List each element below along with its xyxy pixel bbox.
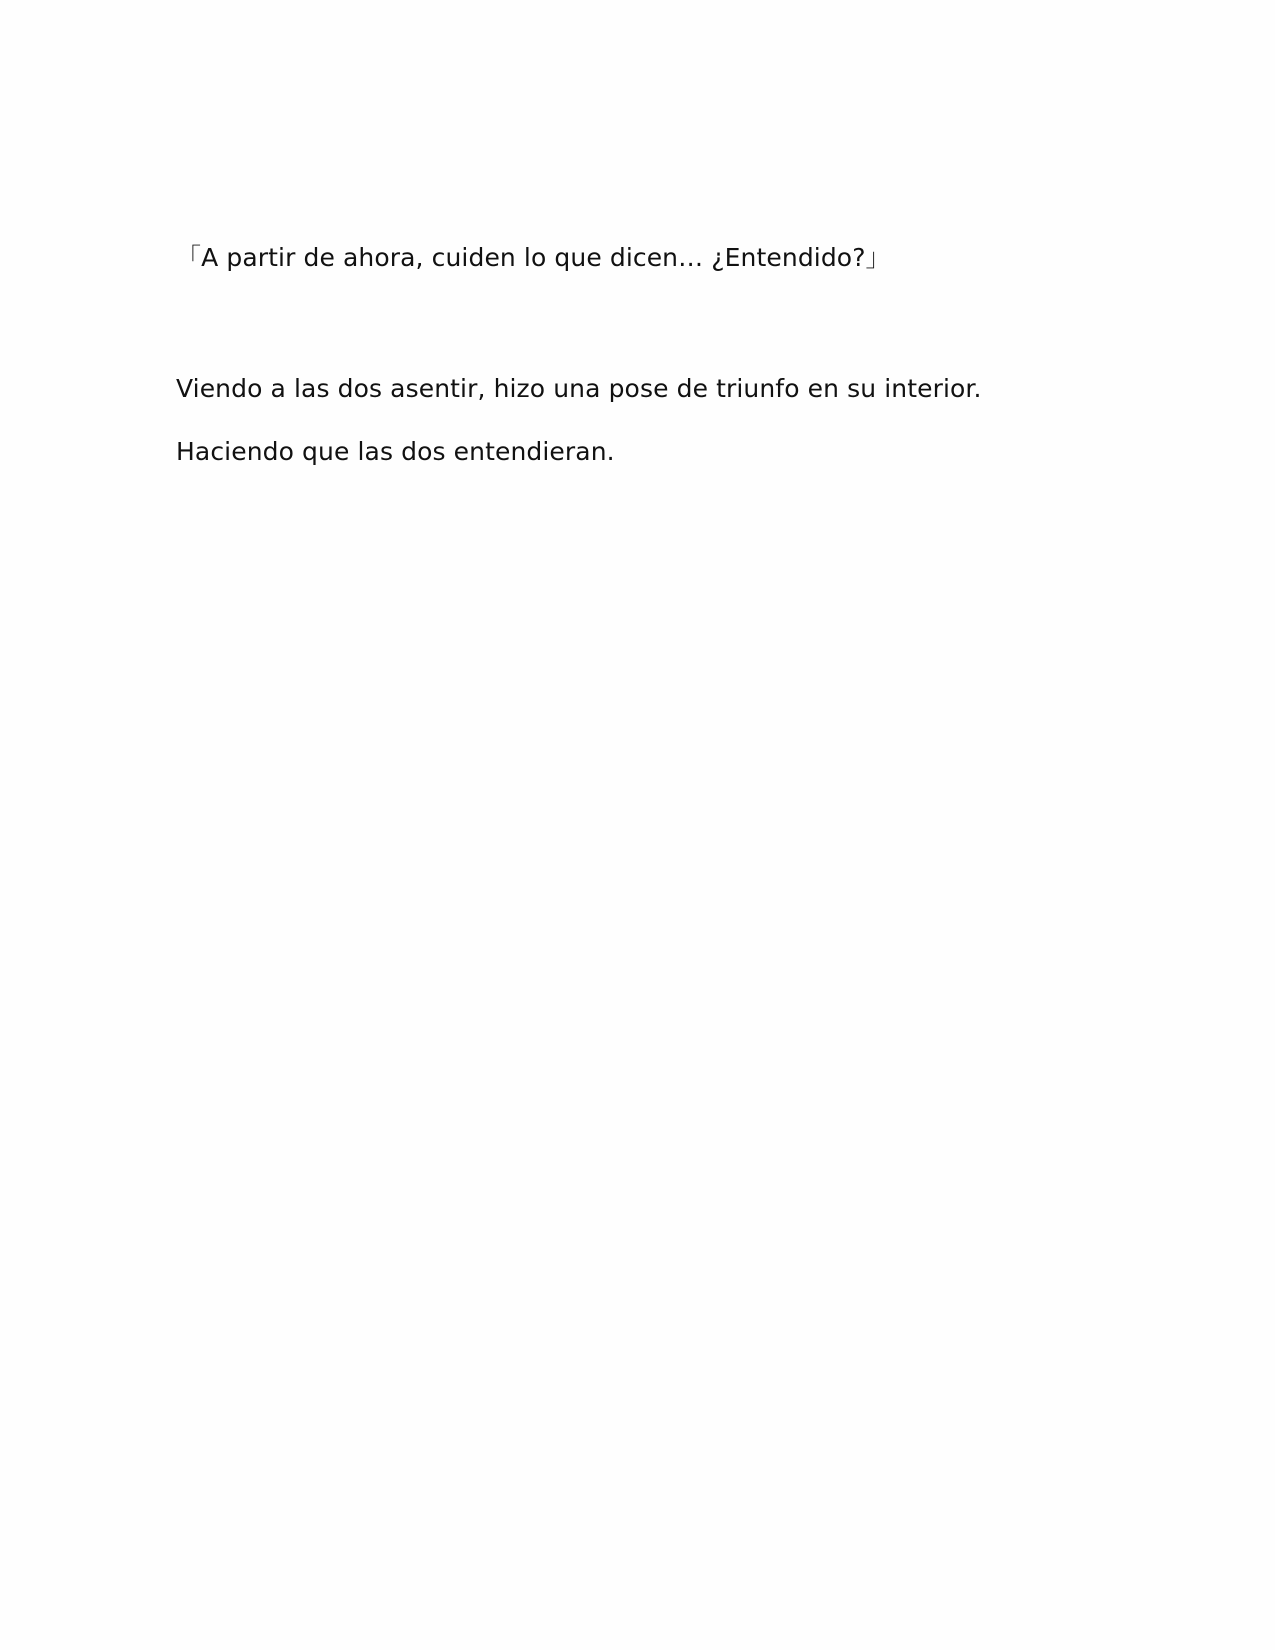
dialogue-line: 「A partir de ahora, cuiden lo que dicen… ¿Entendido?」	[176, 243, 891, 272]
narration-paragraph: Viendo a las dos asentir, hizo una pose de triunfo en su interior.	[176, 374, 982, 403]
narration-paragraph: Haciendo que las dos entendieran.	[176, 437, 615, 466]
